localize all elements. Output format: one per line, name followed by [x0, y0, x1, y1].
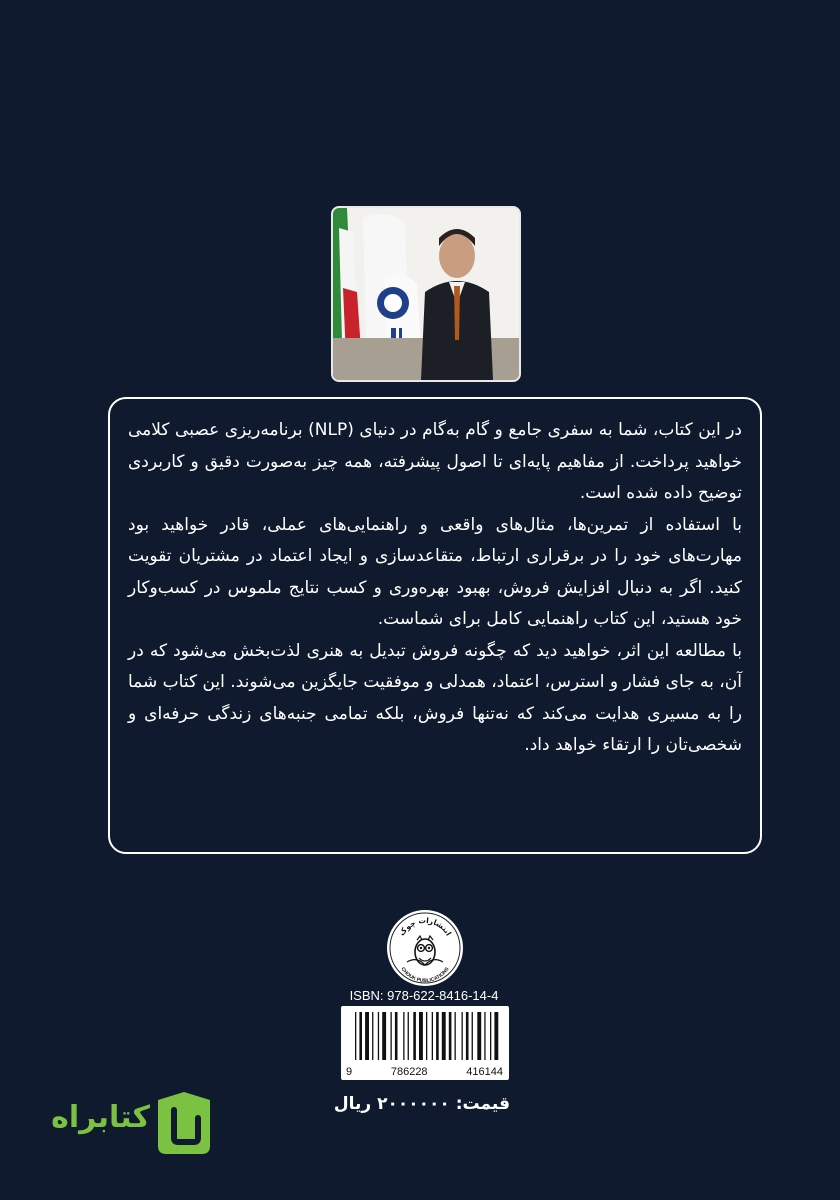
- barcode-bar: [355, 1012, 356, 1060]
- barcode-digit-group: 416144: [466, 1066, 503, 1078]
- barcode-bar: [378, 1012, 379, 1060]
- barcode-bar: [432, 1012, 433, 1060]
- barcode-bar: [442, 1012, 446, 1060]
- barcode-bar: [466, 1012, 469, 1060]
- price-value: ۲۰۰۰۰۰۰ ریال: [333, 1094, 450, 1114]
- ketabrah-logo: [38, 1088, 214, 1164]
- barcode-bar: [365, 1012, 369, 1060]
- description-paragraph: با مطالعه این اثر، خواهید دید که چگونه فروش تبدیل به هنری لذت‌بخش می‌شود که در آن، به جای فشار و استرس، اعتماد، همدلی و موفقیت جایگزین می‌شوند. این کتاب شما را به مسیری هدایت می‌کند که نه‌تنها فروش، بلکه تمامی جنبه‌های زندگی حرفه‌ای و شخصی‌تان را ارتقاء خواهد داد.: [128, 640, 742, 755]
- author-photo: [331, 206, 521, 382]
- barcode-bar: [484, 1012, 485, 1060]
- book-description: [128, 415, 742, 762]
- barcode-bar: [391, 1012, 392, 1060]
- description-box: [108, 397, 762, 854]
- brand-name: کتابراه: [51, 1100, 150, 1135]
- publisher-logo: [387, 910, 463, 986]
- barcode-bar: [408, 1012, 409, 1060]
- price: [330, 1094, 510, 1114]
- barcode-bar: [494, 1012, 498, 1060]
- barcode-bar: [449, 1012, 452, 1060]
- barcode-bar: [403, 1012, 404, 1060]
- barcode-bar: [359, 1012, 362, 1060]
- book-icon: [154, 1088, 214, 1158]
- barcode-bar: [419, 1012, 423, 1060]
- barcode-bar: [436, 1012, 439, 1060]
- barcode-digits: [341, 1066, 509, 1078]
- barcode-bar: [472, 1012, 473, 1060]
- barcode-digit-group: 9: [346, 1066, 353, 1078]
- barcode-bar: [395, 1012, 398, 1060]
- barcode-bar: [382, 1012, 386, 1060]
- isbn-label: ISBN: 978-622-8416-14-4: [349, 988, 499, 1003]
- description-paragraph: در این کتاب، شما به سفری جامع و گام به‌گام در دنیای (NLP) برنامه‌ریزی عصبی کلامی خواهید پرداخت. از مفاهیم پایه‌ای تا اصول پیشرفته، همه چیز به‌صورت دقیق و کاربردی توضیح داده شده است.: [128, 420, 742, 503]
- barcode-bar: [413, 1012, 416, 1060]
- description-paragraph: با استفاده از تمرین‌ها، مثال‌های واقعی و راهنمایی‌های عملی، قادر خواهید بود مهارت‌های خود را در برقراری ارتباط، متقاعدسازی و ایجاد اعتماد در مشتریان تقویت کنید. اگر به دنبال افزایش فروش، بهبود بهره‌وری و کسب نتایج ملموس در کسب‌وکار خود هستید، این کتاب راهنمایی کامل برای شماست.: [128, 514, 742, 629]
- svg-text:CHOUK PUBLICATIONS: CHOUK PUBLICATIONS: [399, 966, 451, 985]
- svg-text:انتشارات چوک: انتشارات چوک: [397, 915, 454, 938]
- barcode-bar: [426, 1012, 427, 1060]
- barcode-bar: [455, 1012, 456, 1060]
- barcode-digit-group: 786228: [390, 1066, 428, 1078]
- barcode: [341, 1006, 509, 1080]
- price-label: قیمت:: [455, 1094, 510, 1114]
- barcode-bar: [490, 1012, 491, 1060]
- barcode-bar: [477, 1012, 481, 1060]
- barcode-bar: [462, 1012, 463, 1060]
- barcode-bar: [372, 1012, 373, 1060]
